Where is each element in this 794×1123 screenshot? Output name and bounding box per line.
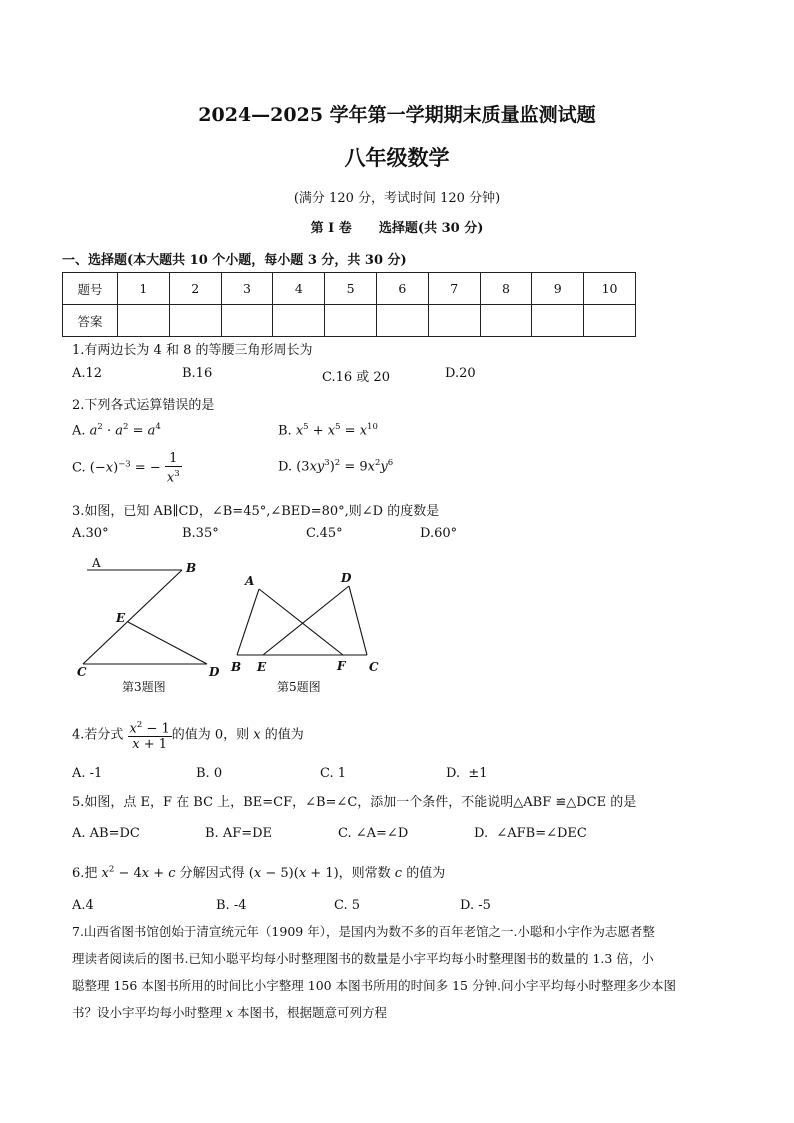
fig3-label-c: C [77, 665, 87, 679]
figure-3-diagram [70, 555, 230, 700]
q2-option-d: D. $(3xy^3)^2 = 9x^2y^6$ [278, 458, 394, 475]
fig3-label-a: A [92, 556, 101, 570]
question-2-stem: 2.下列各式运算错误的是 [72, 398, 215, 413]
table-cell: 4 [273, 273, 325, 305]
question-4-stem: 4.若分式 $\frac{x^2 - 1}{x + 1}$ 的值为 0，则 x 的值为 [72, 720, 304, 753]
q3-option-d: D.60° [420, 526, 458, 541]
table-cell: 8 [480, 273, 532, 305]
fig3-label-d: D [209, 665, 220, 679]
fig5-label-c: C [369, 660, 379, 674]
q5-option-a: A. AB=DC [72, 826, 140, 841]
question-5-stem: 5.如图，点 E，F 在 BC 上，BE=CF，∠B=∠C，添加一个条件，不能说明△ABF ≌△DCE 的是 [72, 795, 637, 810]
q4-option-b: B. 0 [196, 766, 223, 781]
answer-cell[interactable] [221, 305, 273, 337]
q5-option-b: B. AF=DE [205, 826, 273, 841]
fig5-caption: 第5题图 [277, 680, 321, 694]
q3-option-a: A.30° [72, 526, 109, 541]
q6-option-c: C. 5 [334, 898, 361, 913]
fig5-label-f: F [337, 659, 346, 673]
question-7-line-1: 7.山西省图书馆创始于清宣统元年（1909 年），是国内为数不多的百年老馆之一.小聪和小宇作为志愿者整 [72, 924, 655, 939]
answer-cell[interactable] [325, 305, 377, 337]
subject-title: 八年级数学 [344, 145, 450, 170]
question-3-stem: 3.如图，已知 AB∥CD，∠B=45°,∠BED=80°,则∠D 的度数是 [72, 504, 440, 519]
table-cell: 2 [169, 273, 221, 305]
q1-option-c: C.16 或 20 [322, 370, 390, 385]
table-row [63, 273, 636, 305]
answer-cell[interactable] [273, 305, 325, 337]
q1-option-b: B.16 [182, 366, 213, 381]
q4-option-d: D. ±1 [446, 766, 488, 781]
figure-5-diagram [228, 565, 388, 700]
question-7-line-2: 理读者阅读后的图书.已知小聪平均每小时整理图书的数量是小宇平均每小时整理图书的数量的 1.3 倍，小 [72, 951, 654, 966]
table-cell: 1 [118, 273, 170, 305]
q3-option-b: B.35° [182, 526, 219, 541]
table-cell: 7 [428, 273, 480, 305]
table-cell: 10 [584, 273, 636, 305]
answer-cell[interactable] [480, 305, 532, 337]
table-cell: 3 [221, 273, 273, 305]
q6-option-d: D. -5 [460, 898, 491, 913]
q4-option-c: C. 1 [320, 766, 347, 781]
fig5-label-e: E [257, 660, 267, 674]
exam-note: (满分 120 分，考试时间 120 分钟) [293, 191, 501, 206]
fig3-label-b: B [186, 561, 197, 575]
question-6-stem: 6.把 $x^2 - 4x + c$ 分解因式得 (x − 5)(x + 1)，则常数 c 的值为 [72, 864, 446, 881]
q3-option-c: C.45° [306, 526, 343, 541]
question-7-line-3: 聪整理 156 本图书所用的时间比小宇整理 100 本图书所用的时间多 15 分钟.问小宇平均每小时整理多少本图 [72, 978, 676, 993]
fig3-label-e: E [116, 611, 126, 625]
answer-cell[interactable] [118, 305, 170, 337]
part-heading: 第 Ⅰ 卷 选择题(共 30 分) [310, 221, 484, 236]
question-7-line-4: 书？设小宇平均每小时整理 x 本图书，根据题意可列方程 [72, 1005, 388, 1020]
q4-option-a: A. -1 [72, 766, 103, 781]
answer-cell[interactable] [532, 305, 584, 337]
fig3-caption: 第3题图 [122, 680, 166, 694]
fig5-label-d: D [341, 571, 352, 585]
q5-option-d: D. ∠AFB=∠DEC [474, 826, 587, 841]
answer-cell[interactable] [428, 305, 480, 337]
table-header-cell: 题号 [63, 273, 118, 305]
answer-cell[interactable] [376, 305, 428, 337]
q6-option-b: B. -4 [216, 898, 247, 913]
q2-option-c: C. $(-x)^{-3}$ = − $\frac{1}{x^3}$ [72, 451, 180, 486]
question-1-stem: 1.有两边长为 4 和 8 的等腰三角形周长为 [72, 343, 313, 358]
table-cell: 6 [376, 273, 428, 305]
q6-option-a: A.4 [72, 898, 94, 913]
answer-cell[interactable] [169, 305, 221, 337]
q2-option-a: A. $a^2 \cdot a^2 = a^4$ [72, 422, 161, 439]
q7-line4-start: 书？设小宇平均每小时整理 [72, 1005, 223, 1020]
q1-option-d: D.20 [445, 366, 476, 381]
q2-option-b: B. $x^5 + x^5 = x^{10}$ [278, 422, 378, 439]
q5-option-c: C. ∠A=∠D [338, 826, 409, 841]
section-heading: 一、选择题(本大题共 10 个小题，每小题 3 分，共 30 分) [62, 253, 407, 268]
answer-cell[interactable] [584, 305, 636, 337]
table-cell: 5 [325, 273, 377, 305]
table-cell: 9 [532, 273, 584, 305]
table-row [63, 305, 636, 337]
q7-line4-end: 本图书，根据题意可列方程 [237, 1005, 388, 1020]
table-header-cell: 答案 [63, 305, 118, 337]
exam-title: 2024—2025 学年第一学期期末质量监测试题 [198, 104, 596, 126]
fig5-label-a: A [245, 574, 255, 588]
q1-option-a: A.12 [72, 366, 103, 381]
fig5-label-b: B [231, 660, 242, 674]
answer-table [62, 272, 636, 337]
